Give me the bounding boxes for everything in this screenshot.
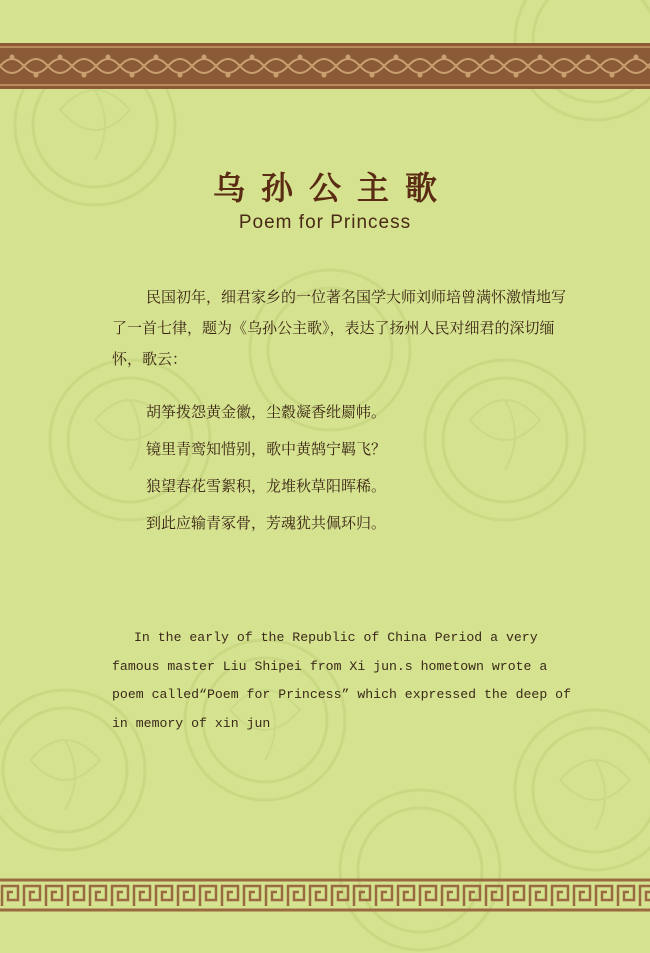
poem-line: 胡筝拨怨黄金徽，尘縠凝香纰罽帏。: [146, 403, 387, 421]
english-paragraph: In the early of the Republic of China Period a very famous master Liu Shipei from Xi jun.s hometown wrote a poem called“Poem for Princess” which expressed the deep of in memory of xin jun: [112, 630, 571, 731]
poem-line: 镜里青鸾知惜别，歌中黄鹄宁羁飞？: [146, 440, 387, 458]
poem-verses: [146, 394, 386, 542]
bottom-fret-border: [0, 878, 650, 912]
page-subtitle: Poem for Princess: [238, 212, 412, 233]
intro-paragraph: 民国初年，细君家乡的一位著名国学大师刘师培曾满怀激情地写了一首七律，题为《乌孙公主歌》，表达了扬州人民对细君的深切缅怀，歌云：: [112, 288, 567, 368]
page-title: 乌孙公主歌: [212, 169, 453, 208]
poem-line: 到此应输青冢骨，芳魂犹共佩环归。: [146, 514, 387, 532]
poem-line: 狼望春花雪絮积，龙堆秋草阳晖稀。: [146, 477, 387, 495]
top-border-band: [0, 43, 650, 89]
